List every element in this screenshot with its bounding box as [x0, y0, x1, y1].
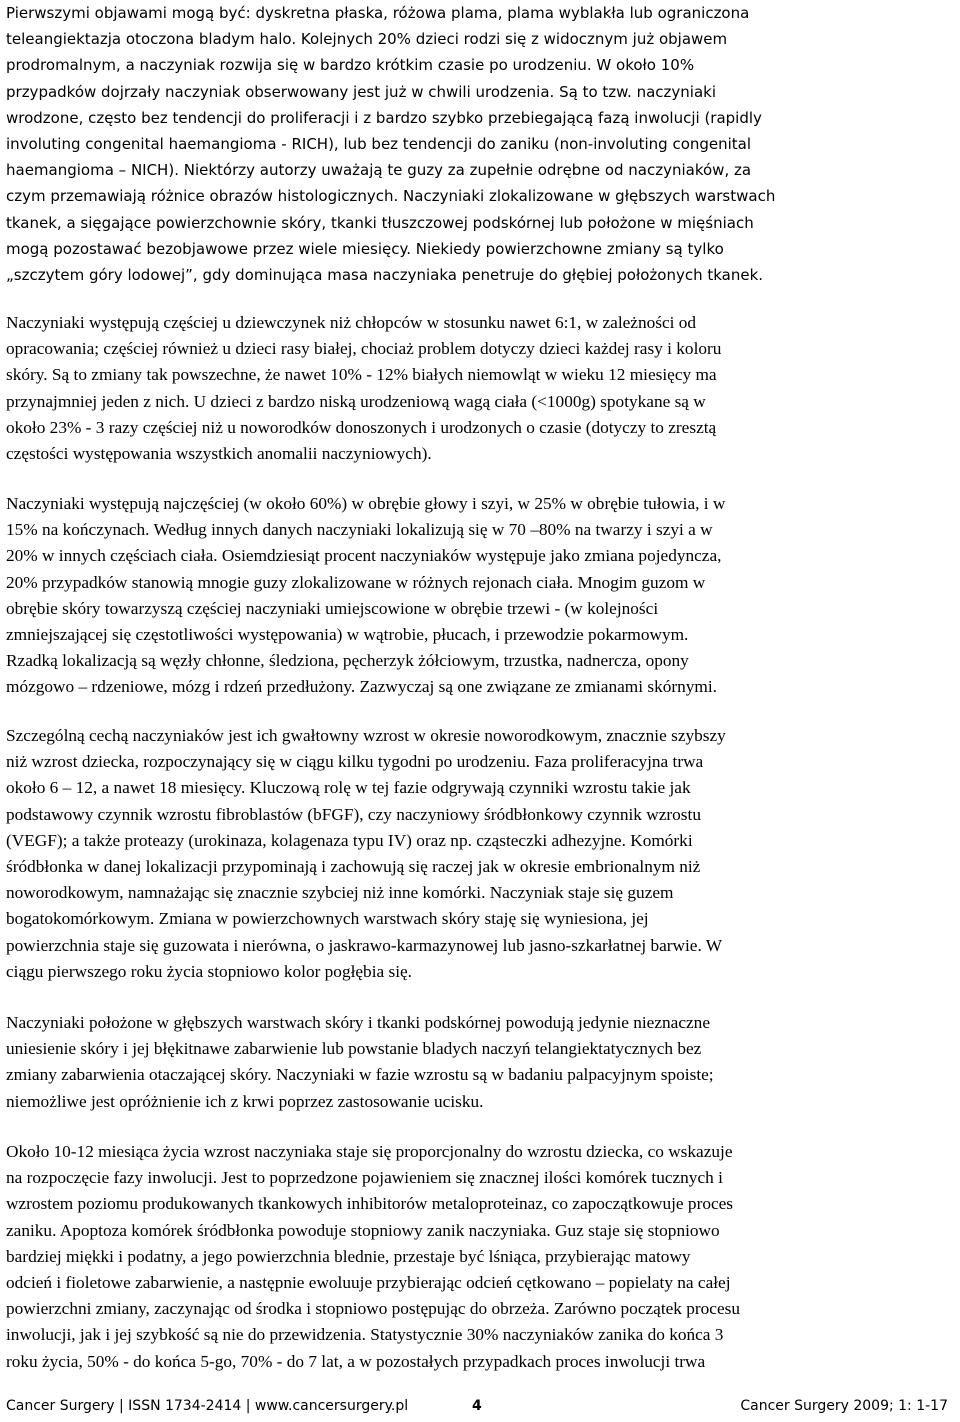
text-line: około 6 – 12, a nawet 18 miesięcy. Kluczową rolę w tej fazie odgrywają czynniki wzrostu takie jak [6, 778, 691, 798]
text-line: Rzadką lokalizacją są węzły chłonne, śledziona, pęcherzyk żółciowym, trzustka, nadnercza, opony [6, 651, 689, 671]
text-line: wrodzone, często bez tendencji do proliferacji i z bardzo szybko przebiegającą fazą inwolucji (rapidly [6, 108, 762, 127]
paragraph-6 [6, 1139, 740, 1375]
text-line: Około 10-12 miesiąca życia wzrost naczyniaka staje się proporcjonalny do wzrostu dziecka, co wskazuje [6, 1142, 733, 1161]
text-line: powierzchnia staje się guzowata i nierówna, o jaskrawo-karmazynowej lub jasno-szkarłatnej barwie. W [6, 935, 723, 955]
text-line: inwolucji, jak i jej szybkość są nie do przewidzenia. Statystycznie 30% naczyniaków zanika do końca 3 [6, 1325, 724, 1345]
text-line: mózgowo – rdzeniowe, mózg i rdzeń przedłużony. Zazwyczaj są one związane ze zmianami skórnymi. [6, 677, 717, 697]
text-line: obrębie skóry towarzyszą częściej naczyniaki umiejscowione w obrębie trzewi - (w kolejności [6, 598, 659, 618]
text-line: podstawowy czynnik wzrostu fibroblastów (bFGF), czy naczyniowy śródbłonkowy czynnik wzrostu [6, 804, 701, 824]
text-line: niż wzrost dziecka, rozpoczynający się w ciągu kilku tygodni po urodzeniu. Faza proliferacyjna trwa [6, 752, 704, 772]
text-line: involuting congenital haemangioma - RICH), lub bez tendencji do zaniku (non-involuting congenital [6, 134, 752, 153]
text-line: ciągu pierwszego roku życia stopniowo kolor pogłębia się. [6, 961, 412, 981]
text-line: wzrostem poziomu produkowanych tkankowych inhibitorów metaloproteinaz, co zapoczątkowuje proces [6, 1194, 734, 1214]
text-line: Pierwszymi objawami mogą być: dyskretna płaska, różowa plama, plama wyblakła lub ograniczona [6, 4, 750, 22]
text-line: bogatokomórkowym. Zmiana w powierzchownych warstwach skóry staję się wyniesiona, jej [6, 909, 649, 929]
text-line: teleangiektazja otoczona bladym halo. Kolejnych 20% dzieci rodzi się z widocznym już objawem [6, 30, 728, 49]
text-line: odcień i fioletowe zabarwienie, a następnie ewoluuje przybierając odcień cętkowano – popielaty na całej [6, 1272, 731, 1292]
text-line: Naczyniaki występują częściej u dziewczynek niż chłopców w stosunku nawet 6:1, w zależności od [6, 313, 697, 332]
text-line: haemangioma – NICH). Niektórzy autorzy uważają te guzy za zupełnie odrębne od naczyniaków, za [6, 161, 752, 180]
paragraph-4 [6, 723, 726, 985]
text-line: niemożliwe jest opróżnienie ich z krwi poprzez zastosowanie ucisku. [6, 1091, 484, 1111]
text-line: tkanek, a sięgające powierzchownie skóry, tkanki tłuszczowej podskórnej lub położone w mięśniach [6, 213, 754, 232]
text-line: 20% w innych częściach ciała. Osiemdziesiąt procent naczyniaków występuje jako zmiana pojedyncza, [6, 546, 722, 566]
text-line: powierzchni zmiany, zaczynając od środka i stopniowo postępując do obrzeża. Zarówno początek procesu [6, 1299, 741, 1319]
text-line: opracowania; częściej również u dzieci rasy białej, chociaż problem dotyczy dzieci każdej rasy i koloru [6, 339, 722, 359]
text-line: zmniejszającej się częstotliwości występowania) w wątrobie, płucach, i przewodzie pokarmowym. [6, 624, 689, 644]
text-line: śródbłonka w danej lokalizacji przypominają i zachowują się raczej jak w okresie embrionalnym niż [6, 856, 701, 876]
footer-journal-info: Cancer Surgery | ISSN 1734-2414 | www.cancersurgery.pl [6, 1398, 409, 1414]
paragraph-5 [6, 1010, 714, 1115]
text-line: około 23% - 3 razy częściej niż u noworodków donoszonych i urodzonych o czasie (dotyczy to zresztą [6, 417, 717, 437]
text-line: przypadków dojrzały naczyniak obserwowany jest już w chwili urodzenia. Są to tzw. naczyniaki [6, 82, 716, 101]
text-line: mogą pozostawać bezobjawowe przez wiele miesięcy. Niekiedy powierzchowne zmiany są tylko [6, 239, 724, 258]
text-line: prodromalnym, a naczyniak rozwija się w bardzo krótkim czasie po urodzeniu. W około 10% [6, 56, 695, 75]
text-line: przynajmniej jeden z nich. U dzieci z bardzo niską urodzeniową wagą ciała (<1000g) spotykane są w [6, 391, 706, 411]
text-line: na rozpoczęcie fazy inwolucji. Jest to poprzedzone pojawieniem się znacznej ilości komórek tucznych i [6, 1168, 723, 1188]
paragraph-1 [6, 0, 775, 288]
text-line: skóry. Są to zmiany tak powszechne, że nawet 10% - 12% białych niemowląt w wieku 12 miesięcy ma [6, 365, 717, 385]
paragraph-2 [6, 310, 721, 467]
text-line: „szczytem góry lodowej”, gdy dominująca masa naczyniaka penetruje do głębiej położonych tkanek. [6, 265, 764, 284]
text-line: (VEGF); a także proteazy (urokinaza, kolagenaza typu IV) oraz np. cząsteczki adhezyjne. Komórki [6, 830, 693, 850]
text-line: zaniku. Apoptoza komórek śródbłonka powoduje stopniowy zanik naczyniaka. Guz staje się stopniowo [6, 1220, 720, 1240]
page-number: 4 [472, 1398, 482, 1414]
text-line: 20% przypadków stanowią mnogie guzy zlokalizowane w różnych rejonach ciała. Mnogim guzom w [6, 572, 706, 592]
text-line: bardziej miękki i podatny, a jego powierzchnia blednie, przestaje być lśniąca, przybierając matowy [6, 1246, 691, 1266]
text-line: częstości występowania wszystkich anomalii naczyniowych). [6, 443, 432, 463]
paragraph-3 [6, 491, 725, 701]
text-line: zmiany zabarwienia otaczającej skóry. Naczyniaki w fazie wzrostu są w badaniu palpacyjnym spoiste; [6, 1065, 714, 1085]
text-line: czym przemawiają różnice obrazów histologicznych. Naczyniaki zlokalizowane w głębszych warstwach [6, 187, 776, 206]
text-line: uniesienie skóry i jej błękitnawe zabarwienie lub powstanie bladych naczyń telangiektatycznych bez [6, 1039, 702, 1059]
text-line: 15% na kończynach. Według innych danych naczyniaki lokalizują się w 70 –80% na twarzy i szyi a w [6, 520, 713, 540]
text-line: Szczególną cechą naczyniaków jest ich gwałtowny wzrost w okresie noworodkowym, znacznie szybszy [6, 726, 726, 745]
text-line: roku życia, 50% - do końca 5-go, 70% - do 7 lat, a w pozostałych przypadkach proces inwolucji trwa [6, 1351, 706, 1371]
text-line: noworodkowym, namnażając się znacznie szybciej niż inne komórki. Naczyniak staje się guzem [6, 883, 674, 903]
page-footer [6, 1398, 948, 1420]
footer-citation: Cancer Surgery 2009; 1: 1-17 [740, 1398, 948, 1414]
text-line: Naczyniaki położone w głębszych warstwach skóry i tkanki podskórnej powodują jedynie nieznaczne [6, 1013, 710, 1032]
text-line: Naczyniaki występują najczęściej (w około 60%) w obrębie głowy i szyi, w 25% w obrębie tułowia, i w [6, 494, 726, 513]
